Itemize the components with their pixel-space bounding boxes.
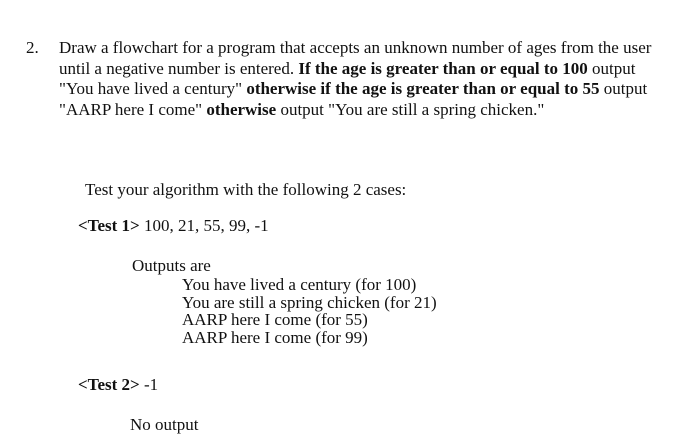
question-text <box>59 38 669 120</box>
question-number: 2. <box>26 38 39 57</box>
question-segment: output "You have lived a century" <box>59 58 636 98</box>
question-otherwise: otherwise <box>206 99 277 119</box>
outputs-list <box>182 276 437 346</box>
question-condition-55: otherwise if the age is greater than or equal to 55 <box>246 79 600 98</box>
test2-inputs: -1 <box>143 375 159 394</box>
test2-label: <Test 2> <box>78 375 140 394</box>
output-item: AARP here I come (for 99) <box>182 327 368 347</box>
test1-label: <Test 1> <box>78 216 140 235</box>
question-condition-100: If the age is greater than or equal to 100 <box>298 58 588 78</box>
question-segment: Draw a flowchart for a program that accepts an unknown number of ages from the user until a negative number is entered. <box>59 38 652 78</box>
test2-result: No output <box>130 415 199 434</box>
output-item: You have lived a century (for 100) <box>182 275 417 294</box>
output-item: You are still a spring chicken (for 21) <box>182 292 437 312</box>
question-segment: output "AARP here I come" <box>59 79 648 119</box>
test-intro: Test your algorithm with the following 2 cases: <box>85 180 407 199</box>
outputs-label: Outputs are <box>132 256 211 275</box>
question-segment: output "You are still a spring chicken." <box>276 99 545 119</box>
test1-inputs: 100, 21, 55, 99, -1 <box>143 216 269 235</box>
test1-line <box>78 216 269 236</box>
output-item: AARP here I come (for 55) <box>182 310 368 329</box>
test2-line <box>78 375 158 395</box>
